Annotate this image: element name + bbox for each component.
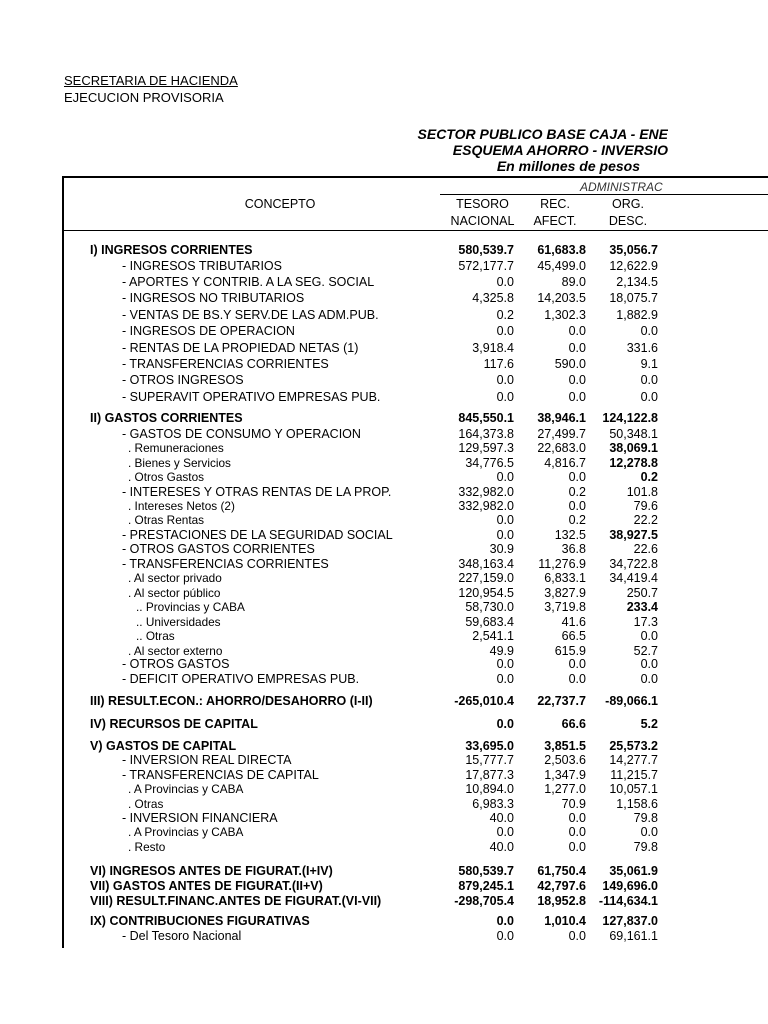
value-tesoro: 2,541.1 <box>472 629 514 643</box>
value-tesoro: 332,982.0 <box>458 499 514 513</box>
value-tesoro: 15,777.7 <box>465 753 514 767</box>
row-label: - TRANSFERENCIAS CORRIENTES <box>122 557 329 571</box>
value-org-desc: 0.0 <box>640 373 658 387</box>
value-org-desc: 79.8 <box>633 811 658 825</box>
value-org-desc: 0.2 <box>640 470 658 484</box>
value-tesoro: 129,597.3 <box>458 441 514 455</box>
value-rec-afect: 27,499.7 <box>537 427 586 441</box>
table-row <box>64 797 768 812</box>
col-header-rec-line1: REC. <box>540 197 570 211</box>
value-rec-afect: 1,010.4 <box>544 914 586 928</box>
row-label: . Otras <box>128 797 164 811</box>
row-label: III) RESULT.ECON.: AHORRO/DESAHORRO (I-II) <box>90 694 373 708</box>
value-rec-afect: 36.8 <box>561 542 586 556</box>
row-label: V) GASTOS DE CAPITAL <box>90 739 237 753</box>
value-org-desc: 52.7 <box>633 644 658 658</box>
row-label: VII) GASTOS ANTES DE FIGURAT.(II+V) <box>90 879 323 893</box>
value-org-desc: 38,069.1 <box>609 441 658 455</box>
value-tesoro: -265,010.4 <box>454 694 514 708</box>
row-label: VI) INGRESOS ANTES DE FIGURAT.(I+IV) <box>90 864 333 878</box>
value-org-desc: 35,061.9 <box>609 864 658 878</box>
value-rec-afect: 0.0 <box>568 672 586 686</box>
value-tesoro: 0.2 <box>496 308 514 322</box>
value-tesoro: 3,918.4 <box>472 341 514 355</box>
table-row <box>64 879 768 894</box>
value-tesoro: 33,695.0 <box>465 739 514 753</box>
value-tesoro: 0.0 <box>496 528 514 542</box>
value-rec-afect: 41.6 <box>561 615 586 629</box>
row-label: . Al sector público <box>128 586 221 600</box>
row-label: - APORTES Y CONTRIB. A LA SEG. SOCIAL <box>122 275 375 289</box>
table-row <box>64 753 768 768</box>
table-row <box>64 373 768 388</box>
group-divider <box>440 194 768 195</box>
value-org-desc: -89,066.1 <box>605 694 658 708</box>
header-divider <box>64 230 768 231</box>
value-tesoro: 49.9 <box>489 644 514 658</box>
value-rec-afect: 42,797.6 <box>537 879 586 893</box>
row-label: . Intereses Netos (2) <box>128 499 235 513</box>
value-org-desc: 22.2 <box>633 513 658 527</box>
value-org-desc: 35,056.7 <box>609 243 658 257</box>
table-row <box>64 657 768 672</box>
table-row <box>64 768 768 783</box>
value-rec-afect: 45,499.0 <box>537 259 586 273</box>
value-tesoro: 845,550.1 <box>458 411 514 425</box>
table-row <box>64 243 768 258</box>
row-label: . Al sector privado <box>128 571 222 585</box>
value-org-desc: -114,634.1 <box>598 894 658 908</box>
value-org-desc: 149,696.0 <box>602 879 658 893</box>
value-rec-afect: 615.9 <box>554 644 586 658</box>
value-org-desc: 10,057.1 <box>609 782 658 796</box>
table-row <box>64 586 768 601</box>
row-label: - Del Tesoro Nacional <box>122 929 242 943</box>
value-rec-afect: 0.0 <box>568 840 586 854</box>
value-tesoro: 30.9 <box>489 542 514 556</box>
table-row <box>64 324 768 339</box>
value-rec-afect: 70.9 <box>561 797 586 811</box>
row-label: . Otros Gastos <box>128 470 205 484</box>
table-row <box>64 528 768 543</box>
table-row <box>64 914 768 929</box>
value-tesoro: 4,325.8 <box>472 291 514 305</box>
group-header: ADMINISTRAC <box>580 180 663 194</box>
value-tesoro: 0.0 <box>496 275 514 289</box>
row-label: .. Otras <box>136 629 175 643</box>
table-row <box>64 825 768 840</box>
col-header-tesoro <box>445 196 520 230</box>
value-org-desc: 0.0 <box>640 629 658 643</box>
table-row <box>64 840 768 855</box>
table-row <box>64 427 768 442</box>
value-rec-afect: 0.0 <box>568 470 586 484</box>
row-label: - TRANSFERENCIAS CORRIENTES <box>122 357 329 371</box>
table-row <box>64 275 768 290</box>
value-tesoro: 580,539.7 <box>458 243 514 257</box>
value-org-desc: 2,134.5 <box>616 275 658 289</box>
table-row <box>64 341 768 356</box>
value-org-desc: 127,837.0 <box>602 914 658 928</box>
table-row <box>64 929 768 944</box>
col-header-org-line1: ORG. <box>612 197 644 211</box>
value-rec-afect: 132.5 <box>554 528 586 542</box>
value-tesoro: 40.0 <box>489 840 514 854</box>
row-label: - GASTOS DE CONSUMO Y OPERACION <box>122 427 361 441</box>
value-rec-afect: 0.2 <box>568 513 586 527</box>
row-label: . A Provincias y CABA <box>128 782 244 796</box>
value-rec-afect: 1,277.0 <box>544 782 586 796</box>
value-rec-afect: 2,503.6 <box>544 753 586 767</box>
table-row <box>64 864 768 879</box>
row-label: IV) RECURSOS DE CAPITAL <box>90 717 258 731</box>
table-row <box>64 615 768 630</box>
value-rec-afect: 3,827.9 <box>544 586 586 600</box>
table-row <box>64 629 768 644</box>
table-row <box>64 694 768 709</box>
row-label: - INTERESES Y OTRAS RENTAS DE LA PROP. <box>122 485 392 499</box>
value-rec-afect: 66.5 <box>561 629 586 643</box>
value-org-desc: 124,122.8 <box>602 411 658 425</box>
value-org-desc: 22.6 <box>633 542 658 556</box>
value-tesoro: 0.0 <box>496 717 514 731</box>
value-org-desc: 101.8 <box>626 485 658 499</box>
table-row <box>64 411 768 426</box>
value-rec-afect: 14,203.5 <box>537 291 586 305</box>
value-rec-afect: 3,851.5 <box>544 739 586 753</box>
report-titles <box>0 126 668 174</box>
value-tesoro: 0.0 <box>496 825 514 839</box>
value-rec-afect: 1,302.3 <box>544 308 586 322</box>
value-rec-afect: 61,750.4 <box>537 864 586 878</box>
col-header-rec <box>525 196 585 230</box>
value-rec-afect: 0.0 <box>568 324 586 338</box>
table-row <box>64 600 768 615</box>
row-label: .. Universidades <box>136 615 221 629</box>
value-tesoro: 0.0 <box>496 657 514 671</box>
table-row <box>64 390 768 405</box>
value-org-desc: 233.4 <box>626 600 658 614</box>
value-rec-afect: 0.0 <box>568 811 586 825</box>
value-org-desc: 1,158.6 <box>616 797 658 811</box>
row-label: - SUPERAVIT OPERATIVO EMPRESAS PUB. <box>122 390 381 404</box>
value-tesoro: 0.0 <box>496 390 514 404</box>
value-rec-afect: 0.0 <box>568 825 586 839</box>
table-row <box>64 571 768 586</box>
value-rec-afect: 11,276.9 <box>538 557 586 571</box>
row-label: - INGRESOS DE OPERACION <box>122 324 295 338</box>
value-org-desc: 0.0 <box>640 672 658 686</box>
value-rec-afect: 590.0 <box>554 357 586 371</box>
row-label: . Bienes y Servicios <box>128 456 231 470</box>
value-tesoro: 17,877.3 <box>465 768 514 782</box>
row-label: .. Provincias y CABA <box>136 600 245 614</box>
value-tesoro: 0.0 <box>496 324 514 338</box>
row-label: . Resto <box>128 840 166 854</box>
value-org-desc: 331.6 <box>626 341 658 355</box>
value-tesoro: -298,705.4 <box>454 894 514 908</box>
col-header-concepto: CONCEPTO <box>244 197 316 211</box>
row-label: . Remuneraciones <box>128 441 224 455</box>
table-row <box>64 485 768 500</box>
value-tesoro: 6,983.3 <box>472 797 514 811</box>
value-org-desc: 12,278.8 <box>609 456 658 470</box>
value-tesoro: 572,177.7 <box>458 259 514 273</box>
value-rec-afect: 0.0 <box>568 373 586 387</box>
table-row <box>64 542 768 557</box>
value-org-desc: 50,348.1 <box>609 427 658 441</box>
value-rec-afect: 22,683.0 <box>537 441 586 455</box>
table-row <box>64 811 768 826</box>
row-label: . Al sector externo <box>128 644 223 658</box>
table-row <box>64 308 768 323</box>
value-org-desc: 0.0 <box>640 825 658 839</box>
value-tesoro: 164,373.8 <box>458 427 514 441</box>
value-tesoro: 332,982.0 <box>458 485 514 499</box>
row-label: - INVERSION FINANCIERA <box>122 811 278 825</box>
row-label: - INGRESOS TRIBUTARIOS <box>122 259 282 273</box>
row-label: - PRESTACIONES DE LA SEGURIDAD SOCIAL <box>122 528 393 542</box>
value-org-desc: 0.0 <box>640 657 658 671</box>
report-units: En millones de pesos <box>496 158 640 174</box>
value-org-desc: 5.2 <box>640 717 658 731</box>
row-label: IX) CONTRIBUCIONES FIGURATIVAS <box>90 914 310 928</box>
value-org-desc: 34,419.4 <box>609 571 658 585</box>
value-tesoro: 40.0 <box>489 811 514 825</box>
col-header-org <box>598 196 658 230</box>
value-org-desc: 11,215.7 <box>610 768 658 782</box>
value-rec-afect: 0.0 <box>568 499 586 513</box>
value-tesoro: 59,683.4 <box>465 615 514 629</box>
col-header-tesoro-line2: NACIONAL <box>450 214 515 228</box>
header-subtitle: EJECUCION PROVISORIA <box>64 90 224 105</box>
report-subtitle: ESQUEMA AHORRO - INVERSIO <box>452 142 668 158</box>
value-tesoro: 34,776.5 <box>465 456 514 470</box>
value-org-desc: 34,722.8 <box>609 557 658 571</box>
row-label: - DEFICIT OPERATIVO EMPRESAS PUB. <box>122 672 360 686</box>
value-rec-afect: 0.0 <box>568 390 586 404</box>
table-row <box>64 470 768 485</box>
value-tesoro: 227,159.0 <box>458 571 514 585</box>
value-rec-afect: 0.0 <box>568 929 586 943</box>
table-row <box>64 441 768 456</box>
header-agency: SECRETARIA DE HACIENDA <box>64 73 238 88</box>
value-rec-afect: 0.0 <box>568 657 586 671</box>
table-row <box>64 291 768 306</box>
row-label: - INVERSION REAL DIRECTA <box>122 753 292 767</box>
table-row <box>64 739 768 754</box>
value-rec-afect: 66.6 <box>561 717 586 731</box>
table-row <box>64 782 768 797</box>
table-row <box>64 672 768 687</box>
value-org-desc: 69,161.1 <box>609 929 658 943</box>
table-row <box>64 357 768 372</box>
value-tesoro: 580,539.7 <box>458 864 514 878</box>
value-org-desc: 1,882.9 <box>616 308 658 322</box>
value-org-desc: 38,927.5 <box>609 528 658 542</box>
value-rec-afect: 89.0 <box>561 275 586 289</box>
value-org-desc: 18,075.7 <box>609 291 658 305</box>
value-tesoro: 0.0 <box>496 672 514 686</box>
value-rec-afect: 61,683.8 <box>537 243 586 257</box>
table-row <box>64 557 768 572</box>
value-org-desc: 0.0 <box>640 390 658 404</box>
report-title: SECTOR PUBLICO BASE CAJA - ENE <box>417 126 668 142</box>
table-row <box>64 894 768 909</box>
row-label: . A Provincias y CABA <box>128 825 244 839</box>
row-label: . Otras Rentas <box>128 513 205 527</box>
value-rec-afect: 3,719.8 <box>544 600 586 614</box>
row-label: - RENTAS DE LA PROPIEDAD NETAS (1) <box>122 341 359 355</box>
row-label: - OTROS GASTOS <box>122 657 230 671</box>
table-row <box>64 499 768 514</box>
value-org-desc: 250.7 <box>626 586 658 600</box>
value-org-desc: 9.1 <box>640 357 658 371</box>
value-tesoro: 0.0 <box>496 929 514 943</box>
value-org-desc: 14,277.7 <box>609 753 658 767</box>
value-tesoro: 58,730.0 <box>465 600 514 614</box>
col-header-tesoro-line1: TESORO <box>456 197 509 211</box>
value-tesoro: 0.0 <box>496 513 514 527</box>
row-label: II) GASTOS CORRIENTES <box>90 411 243 425</box>
value-rec-afect: 1,347.9 <box>544 768 586 782</box>
value-tesoro: 117.6 <box>483 357 514 371</box>
row-label: VIII) RESULT.FINANC.ANTES DE FIGURAT.(VI-VII) <box>90 894 382 908</box>
row-label: - OTROS GASTOS CORRIENTES <box>122 542 315 556</box>
value-tesoro: 879,245.1 <box>458 879 514 893</box>
value-rec-afect: 6,833.1 <box>544 571 586 585</box>
value-rec-afect: 38,946.1 <box>537 411 586 425</box>
value-rec-afect: 4,816.7 <box>544 456 586 470</box>
value-tesoro: 348,163.4 <box>458 557 514 571</box>
value-rec-afect: 22,737.7 <box>537 694 586 708</box>
col-header-org-line2: DESC. <box>608 214 648 228</box>
row-label: - TRANSFERENCIAS DE CAPITAL <box>122 768 319 782</box>
row-label: - OTROS INGRESOS <box>122 373 244 387</box>
table-row <box>64 717 768 732</box>
row-label: I) INGRESOS CORRIENTES <box>90 243 253 257</box>
value-tesoro: 0.0 <box>496 373 514 387</box>
value-rec-afect: 0.2 <box>568 485 586 499</box>
value-tesoro: 10,894.0 <box>465 782 514 796</box>
value-org-desc: 79.6 <box>633 499 658 513</box>
value-org-desc: 12,622.9 <box>609 259 658 273</box>
value-rec-afect: 0.0 <box>568 341 586 355</box>
value-rec-afect: 18,952.8 <box>537 894 586 908</box>
value-tesoro: 0.0 <box>496 470 514 484</box>
col-header-rec-line2: AFECT. <box>533 214 577 228</box>
value-org-desc: 17.3 <box>633 615 658 629</box>
table-row <box>64 513 768 528</box>
value-tesoro: 120,954.5 <box>458 586 514 600</box>
table-row <box>64 259 768 274</box>
row-label: - VENTAS DE BS.Y SERV.DE LAS ADM.PUB. <box>122 308 379 322</box>
value-org-desc: 0.0 <box>640 324 658 338</box>
value-org-desc: 79.8 <box>633 840 658 854</box>
table-row <box>64 456 768 471</box>
value-tesoro: 0.0 <box>496 914 514 928</box>
row-label: - INGRESOS NO TRIBUTARIOS <box>122 291 305 305</box>
value-org-desc: 25,573.2 <box>609 739 658 753</box>
